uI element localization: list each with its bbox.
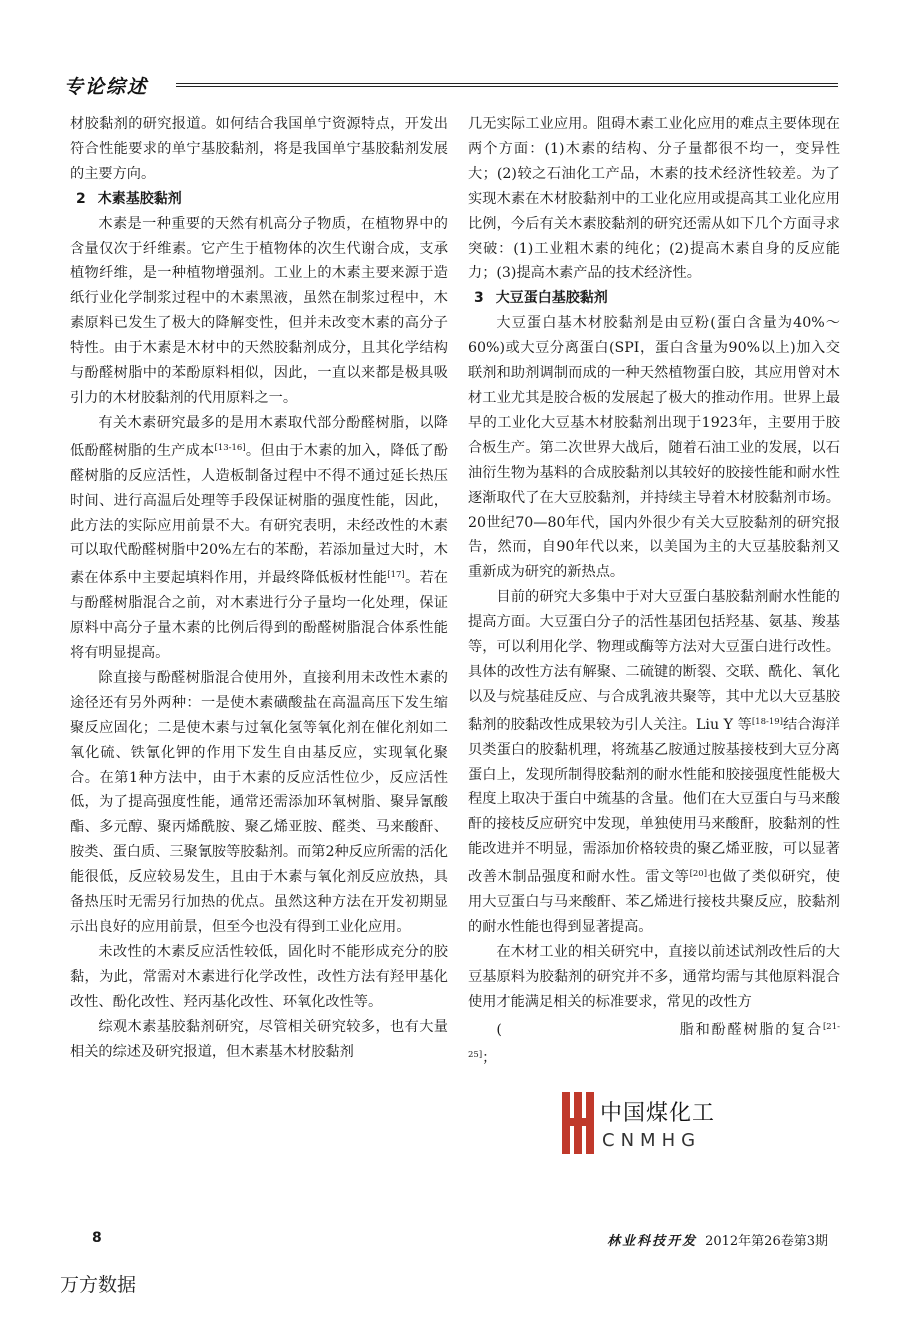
paragraph	[70, 411, 448, 666]
section-heading-2	[70, 187, 448, 212]
text-run: 结合海洋贝类蛋白的胶黏机理，将巯基乙胺通过胺基接枝到大豆分离蛋白上，发现所制得胶黏剂的耐水性能和胶接强度性能极大程度上取决于蛋白中巯基的含量。他们在大豆蛋白与马来酸酐的接枝反应研究中发现，单独使用马来酸酐，胶黏剂的性能改进并不明显，需添加价格较贵的聚乙烯亚胺，可以显著改善木制品强度和耐水性。雷文等	[468, 716, 840, 886]
paragraph	[468, 585, 840, 940]
page-number: 8	[92, 1230, 102, 1246]
text-run: 目前的研究大多集中于对大豆蛋白基胶黏剂耐水性能的提高方面。大豆蛋白分子的活性基团包括羟基、氨基、羧基等，可以利用化学、物理或酶等方法对大豆蛋白进行改性。具体的改性方法有解聚、二硫键的断裂、交联、酰化、氧化以及与烷基硅反应、与合成乳液共聚等，其中尤以大豆基胶黏剂的胶黏改性成果较为引人关注。Liu Y 等	[468, 589, 840, 733]
text-run: 有关木素研究最多的是用木素取代部分酚醛树脂，以降低酚醛树脂的生产成本	[70, 414, 448, 459]
text-run: 。但由于木素的加入，降低了酚醛树脂的反应活性，人造板制备过程中不得不通过延长热压时间、进行高温后处理等手段保证树脂的强度性能，因此，此方法的实际应用前景不大。有研究表明，未经改性的木素可以取代酚醛树脂中20%左右的苯酚，若添加量过大时，木素在体系中主要起填料作用，并最终降低板材性能	[70, 442, 448, 587]
paragraph: 木素是一种重要的天然有机高分子物质，在植物界中的含量仅次于纤维素。它产生于植物体的次生代谢合成，支承植物纤维，是一种植物增强剂。工业上的木素主要来源于造纸行业化学制浆过程中的木素黑液，虽然在制浆过程中，木素原料已发生了极大的降解变性，但并未改变木素的高分子特性。由于木素是木材中的天然胶黏剂成分，且其化学结构与酚醛树脂中的苯酚原料相似，因此，一直以来都是极具吸引力的木材胶黏剂的代用原料之一。	[70, 215, 448, 406]
watermark-logo	[560, 1084, 720, 1176]
section-heading-3	[468, 286, 840, 311]
citation: [13-16]	[214, 442, 246, 453]
logo-chinese-text: 中国煤化工	[600, 1101, 716, 1126]
paragraph: 材胶黏剂的研究报道。如何结合我国单宁资源特点，开发出符合性能要求的单宁基胶黏剂，将是我国单宁基胶黏剂发展的主要方向。	[70, 116, 448, 182]
logo-english-text: CNMHG	[602, 1130, 702, 1151]
text-run: 也做了类似研究，使用大豆蛋白与马来酸酐、苯乙烯进行接枝共聚反应，胶黏剂的耐水性能也得到显著提高。	[468, 869, 840, 935]
journal-issue: 2012年第26卷第3期	[705, 1234, 828, 1249]
paragraph: 几无实际工业应用。阻碍木素工业化应用的难点主要体现在两个方面：(1)木素的结构、分子量都很不均一，变异性大；(2)较之石油化工产品，木素的技术经济性较差。为了实现木素在木材胶黏剂中的工业化应用或提高其工业化应用比例，今后有关木素胶黏剂的研究还需从如下几个方面寻求突破：(1)工业粗木素的纯化；(2)提高木素自身的反应能力；(3)提高木素产品的技术经济性。	[468, 116, 840, 282]
header-rule	[176, 83, 838, 90]
citation: [18-19]	[751, 716, 783, 727]
section-title: 木素基胶黏剂	[97, 190, 182, 207]
citation: [21-25]	[468, 1021, 840, 1060]
left-column	[70, 112, 448, 1064]
text-run: 脂和酚醛树脂的复合	[677, 1021, 823, 1038]
paragraph: 综观木素基胶黏剂研究，尽管相关研究较多，也有大量相关的综述及研究报道，但木素基木材胶黏剂	[70, 1018, 448, 1060]
journal-name: 林业科技开发	[607, 1234, 698, 1249]
text-run: ；	[482, 1049, 497, 1066]
section-number: 2	[76, 190, 86, 207]
section-title: 大豆蛋白基胶黏剂	[495, 290, 608, 307]
text-run: (	[496, 1021, 502, 1038]
logo-mark-icon	[560, 1084, 600, 1162]
paragraph: 除直接与酚醛树脂混合使用外，直接利用未改性木素的途径还有另外两种：一是使木素磺酸盐在高温高压下发生缩聚反应固化；二是使木素与过氧化氢等氧化剂在催化剂如二氧化硫、铁氰化钾的作用下发生自由基反应，实现氧化聚合。在第1种方法中，由于木素的反应活性位少，反应活性低，为了提高强度性能，通常还需添加环氧树脂、聚异氰酸酯、多元醇、聚丙烯酰胺、聚乙烯亚胺、醛类、马来酸酐、胺类、蛋白质、三聚氰胺等胶黏剂。而第2种反应所需的活化能很低，反应较易发生，且由于木素与氧化剂反应放热，具备热压时无需另行加热的优点。虽然这种方法在开发初期显示出良好的应用前景，但至今也没有得到工业化应用。	[70, 669, 448, 935]
running-header	[58, 70, 838, 100]
source-watermark: 万方数据	[60, 1274, 137, 1296]
citation: [20]	[689, 869, 708, 880]
paragraph: 在木材工业的相关研究中，直接以前述试剂改性后的大豆基原料为胶黏剂的研究并不多，通常均需与其他原料混合使用才能满足相关的标准要求，常见的改性方	[468, 943, 840, 1010]
section-number: 3	[474, 290, 484, 307]
right-column	[468, 112, 840, 1070]
journal-info	[607, 1230, 828, 1249]
text-run: 。若在与酚醛树脂混合之前，对木素进行分子量均一化处理，保证原料中高分子量木素的比例后得到的酚醛树脂混合体系性能将有明显提高。	[70, 570, 448, 662]
paragraph: 未改性的木素反应活性较低，固化时不能形成充分的胶黏，为此，常需对木素进行化学改性，改性方法有羟甲基化改性、酚化改性、羟丙基化改性、环氧化改性等。	[70, 943, 448, 1010]
paragraph: 大豆蛋白基木材胶黏剂是由豆粉(蛋白含量为40%～60%)或大豆分离蛋白(SPI，蛋白含量为90%以上)加入交联剂和助剂调制而成的一种天然植物蛋白胶，其应用曾对木材工业尤其是胶合板的发展起了极大的推动作用。世界上最早的工业化大豆基木材胶黏剂出现于1923年，主要用于胶合板生产。第二次世界大战后，随着石油工业的发展，以石油衍生物为基料的合成胶黏剂以其较好的胶接性能和耐水性逐渐取代了在大豆胶黏剂，并持续主导着木材胶黏剂市场。20世纪70—80年代，国内外很少有关大豆胶黏剂的研究报告，然而，自90年代以来，以美国为主的大豆基胶黏剂又重新成为研究的新热点。	[468, 315, 840, 581]
paragraph	[468, 1015, 840, 1071]
citation: [17]	[387, 570, 405, 581]
page-footer	[88, 1230, 828, 1254]
section-header-title: 专论综述	[64, 76, 149, 98]
